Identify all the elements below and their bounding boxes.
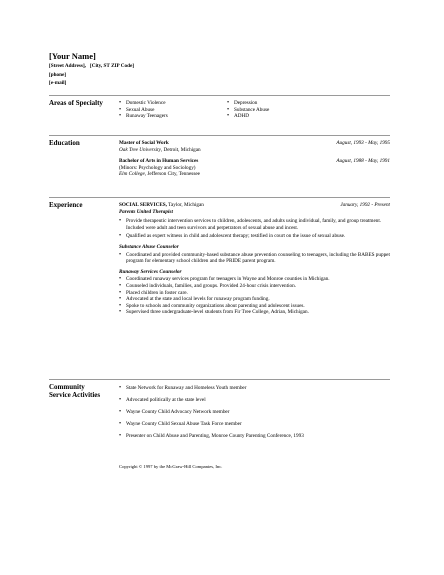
candidate-name[interactable]: [Your Name]: [49, 51, 96, 61]
list-item: • Provide therapeutic intervention services to children, adolescents, and adults using individual, family, and group treatment. Included were adult and teen survivors and perpetrators of sexual abuse and incest.: [119, 218, 390, 231]
experience-title: Experience: [49, 201, 83, 209]
list-item: • Qualified as expert witness in child and adolescent therapy; testified in court on the issue of sexual abuse.: [119, 233, 390, 240]
list-item: • Wayne County Child Advocacy Network member: [119, 409, 390, 416]
specialty-list-1: [119, 100, 219, 120]
school-name: Elm College: [119, 171, 145, 178]
employer-location: Taylor, Michigan: [166, 202, 204, 208]
school-line: [119, 147, 390, 154]
specialty-section: [49, 95, 390, 135]
role-bullets: [119, 218, 390, 240]
city-state-zip[interactable]: [City, ST ZIP Code]: [89, 63, 134, 69]
experience-dates: January, 1992 - Present: [340, 202, 390, 208]
role-title: Substance Abuse Counselor: [119, 243, 179, 250]
copyright-notice: Copyright © 1997 by the McGraw-Hill Companies, Inc.: [119, 464, 223, 469]
list-item: • State Network for Runaway and Homeless Youth member: [119, 385, 390, 392]
list-item: • Spoke to schools and community organizations about parenting and adolescent issues.: [119, 303, 390, 310]
education-entry: [119, 158, 390, 180]
minors: (Minors: Psychology and Sociology): [119, 164, 196, 171]
list-item: • Coordinated and provided community-based substance abuse prevention counseling to teenagers, including the BABES puppet program for elementary school children and the PRIDE parent program.: [119, 252, 390, 265]
list-item: • Coordinated runaway services program for teenagers in Wayne and Monroe counties in Michigan.: [119, 276, 390, 283]
community-section: [49, 379, 390, 451]
list-item: • ADHD: [227, 113, 327, 120]
role-bullets: [119, 252, 390, 265]
resume-header: [49, 51, 389, 88]
street-address[interactable]: [Street Address],: [49, 63, 86, 69]
school-location: , Jefferson City, Tennessee: [144, 171, 200, 178]
degree: Bachelor of Arts in Human Services: [119, 158, 199, 164]
role-bullets: [119, 276, 390, 316]
community-body: [119, 385, 390, 440]
list-item: • Placed children in foster care.: [119, 290, 390, 297]
education-entry: [119, 140, 390, 158]
list-item: • Domestic Violence: [119, 100, 219, 107]
list-item: • Supervised three undergraduate-level students from Fir Tree College, Adrian, Michigan.: [119, 309, 390, 316]
education-title: Education: [49, 139, 80, 147]
school-location: , Detroit, Michigan: [160, 146, 201, 153]
list-item: • Runaway Teenagers: [119, 113, 219, 120]
list-item: • Advocated at the state and local levels for runaway program funding.: [119, 296, 390, 303]
experience-body: [119, 202, 390, 316]
role-title: Runaway Services Counselor: [119, 268, 182, 275]
employer-line: [119, 202, 390, 209]
list-item: • Presenter on Child Abuse and Parenting, Monroe County Parenting Conference, 1993: [119, 433, 390, 440]
education-body: [119, 140, 390, 180]
degree: Master of Social Work: [119, 140, 169, 146]
education-section: [49, 135, 390, 197]
specialty-title: Areas of Specialty: [49, 99, 103, 107]
phone[interactable]: [phone]: [49, 71, 67, 78]
education-dates: August, 1993 - May, 1995: [336, 140, 390, 146]
list-item: • Substance Abuse: [227, 107, 327, 114]
school-line: [119, 171, 390, 178]
email[interactable]: [e-mail]: [49, 80, 67, 87]
education-dates: August, 1988 - May, 1991: [336, 158, 390, 164]
experience-section: [49, 197, 390, 379]
list-item: • Counseled individuals, families, and groups. Provided 24-hour crisis intervention.: [119, 283, 390, 290]
list-item: • Wayne County Child Sexual Abuse Task Force member: [119, 421, 390, 428]
community-title: Community Service Activities: [49, 383, 101, 400]
list-item: • Advocated politically at the state level: [119, 397, 390, 404]
address-line: [49, 62, 389, 71]
list-item: • Depression: [227, 100, 327, 107]
list-item: • Sexual Abuse: [119, 107, 219, 114]
employer-name: SOCIAL SERVICES,: [119, 202, 167, 208]
specialty-list-2: [227, 100, 327, 120]
school-name: Oak Tree University: [119, 146, 161, 153]
role-title: Parents United Therapist: [119, 208, 173, 215]
community-list: [119, 385, 390, 440]
